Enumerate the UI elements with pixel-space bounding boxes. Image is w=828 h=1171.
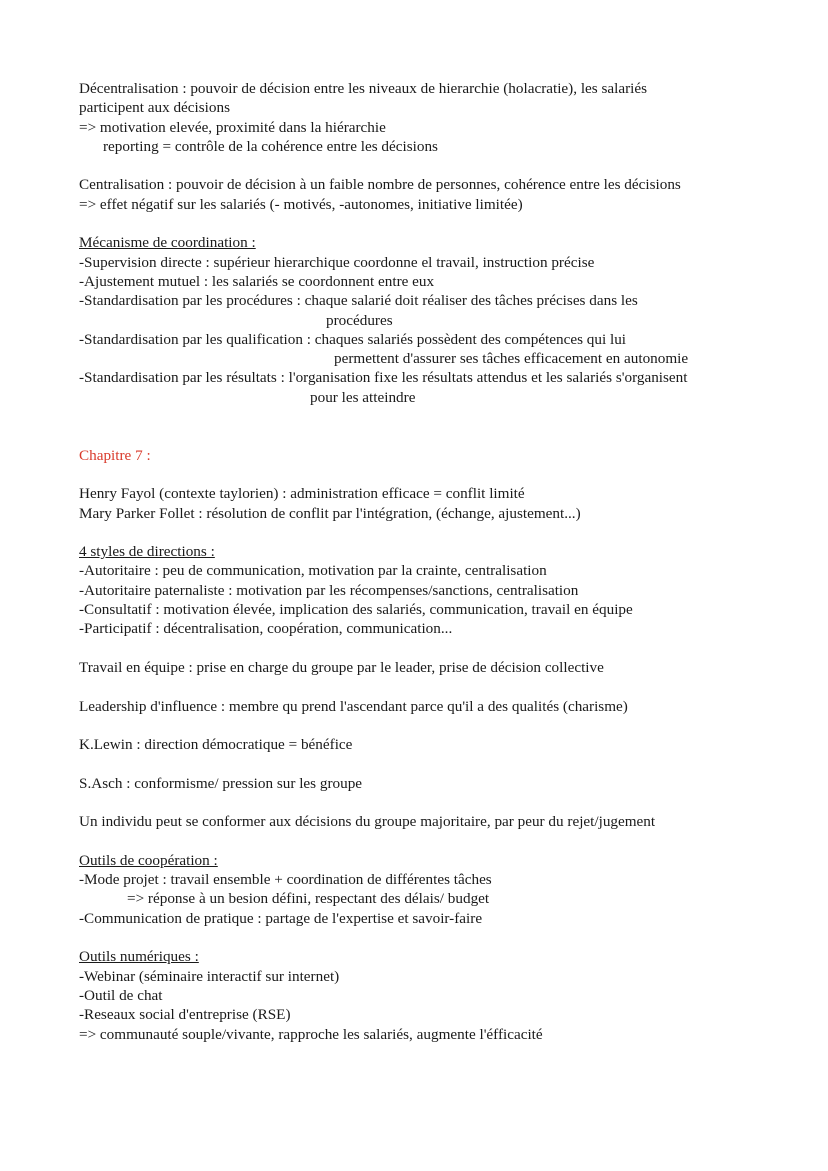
text-line: participent aux décisions [79,99,230,117]
list-item: -Standardisation par les résultats : l'organisation fixe les résultats attendus et les salariés s'organisent [79,369,688,387]
list-item: -Autoritaire : peu de communication, motivation par la crainte, centralisation [79,562,547,580]
blank-line [79,639,779,658]
blank-line [79,426,779,445]
chapter-heading: Chapitre 7 : [79,446,151,464]
text-line: => motivation elevée, proximité dans la hiérarchie [79,118,386,136]
blank-line [79,793,779,812]
list-item: -Communication de pratique : partage de l'expertise et savoir-faire [79,909,483,927]
blank-line [79,716,779,735]
blank-line [79,465,779,484]
document-page [79,79,779,1044]
section-heading [79,947,779,966]
section-heading-text: Outils numériques : [79,948,199,966]
text-line: Un individu peut se conformer aux décisions du groupe majoritaire, par peur du rejet/jugement [79,813,656,831]
list-item: -Reseaux social d'entreprise (RSE) [79,1006,291,1024]
section-heading-text: 4 styles de directions : [79,543,215,561]
list-item-continuation: procédures [326,311,393,329]
section-heading [79,233,779,252]
text-line: S.Asch : conformisme/ pression sur les groupe [79,774,363,792]
blank-line [79,214,779,233]
text-line: Henry Fayol (contexte taylorien) : administration efficace = conflit limité [79,485,525,503]
text-line: reporting = contrôle de la cohérence entre les décisions [103,137,438,155]
list-item: -Standardisation par les qualification : chaques salariés possèdent des compétences qui lui [79,330,627,348]
section-heading [79,851,779,870]
text-line: Travail en équipe : prise en charge du groupe par le leader, prise de décision collective [79,658,604,676]
blank-line [79,523,779,542]
list-item: -Consultatif : motivation élevée, implication des salariés, communication, travail en équipe [79,601,633,619]
list-item: -Participatif : décentralisation, coopération, communication... [79,620,453,638]
text-line: Centralisation : pouvoir de décision à un faible nombre de personnes, cohérence entre les décisions [79,176,681,194]
blank-line [79,407,779,426]
list-item-continuation: => réponse à un besion défini, respectant des délais/ budget [127,890,490,908]
text-line: K.Lewin : direction démocratique = bénéfice [79,736,353,754]
text-line: => communauté souple/vivante, rapproche les salariés, augmente l'éfficacité [79,1025,543,1043]
section-heading-text: Mécanisme de coordination : [79,234,256,252]
list-item: -Mode projet : travail ensemble + coordination de différentes tâches [79,871,492,889]
blank-line [79,754,779,773]
list-item: -Autoritaire paternaliste : motivation par les récompenses/sanctions, centralisation [79,581,579,599]
blank-line [79,156,779,175]
blank-line [79,928,779,947]
list-item: -Supervision directe : supérieur hierarchique coordonne el travail, instruction précise [79,253,595,271]
section-heading [79,542,779,561]
list-item-continuation: permettent d'assurer ses tâches efficacement en autonomie [334,350,689,368]
text-line: Décentralisation : pouvoir de décision entre les niveaux de hierarchie (holacratie), les salariés [79,80,648,97]
list-item: -Outil de chat [79,986,163,1004]
text-line: Leadership d'influence : membre qu prend l'ascendant parce qu'il a des qualités (charisme) [79,697,628,715]
blank-line [79,832,779,851]
text-line: => effet négatif sur les salariés (- motivés, -autonomes, initiative limitée) [79,195,523,213]
section-heading-text: Outils de coopération : [79,851,218,869]
list-item: -Webinar (séminaire interactif sur internet) [79,967,340,985]
text-line: Mary Parker Follet : résolution de conflit par l'intégration, (échange, ajustement...) [79,504,581,522]
list-item: -Standardisation par les procédures : chaque salarié doit réaliser des tâches précises dans les [79,292,638,310]
list-item: -Ajustement mutuel : les salariés se coordonnent entre eux [79,272,435,290]
blank-line [79,677,779,696]
list-item-continuation: pour les atteindre [310,388,416,406]
